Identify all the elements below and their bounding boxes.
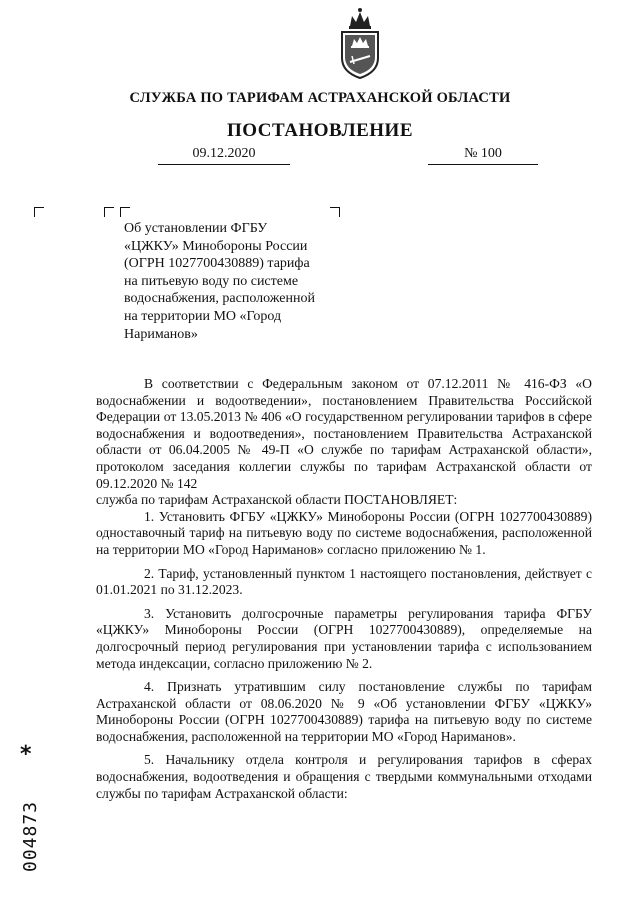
resolves-line: служба по тарифам Астраханской области ПОСТАНОВЛЯЕТ: [96,492,458,508]
preamble-paragraph: В соответствии с Федеральным законом от 07.12.2011 № 416-ФЗ «О водоснабжении и водоотведении», постановлением Правительства Российской Федерации от 13.05.2013 № 406 «О государственном регулировании тарифов в сфере водоснабжения и водоотведения», постановлением Правительства Астраханской области от 06.04.2005 № 49-П «О службе по тарифам Астраханской области», протоколом заседания коллегии службы по тарифам Астраханской области от 09.12.2020 № 142 [96,376,592,491]
document-type: ПОСТАНОВЛЕНИЕ [226,120,414,141]
clause-4: 4. Признать утратившим силу постановление службы по тарифам Астраханской области от 08.06.2020 № 9 «Об установлении ФГБУ «ЦЖКУ» Минобороны России (ОГРН 1027700430889) тарифа на питьевую воду по системе водоснабжения, расположенной на территории МО «Город Нариманов». [96,679,592,744]
coat-of-arms-icon [336,6,384,80]
serial-number: 004873 [20,800,41,872]
document-body [96,376,592,802]
subject-line: водоснабжения, расположенной [124,291,315,307]
clause-5: 5. Начальнику отдела контроля и регулирования тарифов в сферах водоснабжения, водоотведения и обращения с твердыми коммунальными отходами службы по тарифам Астраханской области: [96,752,592,801]
document-subject [124,220,360,343]
corner-mark [120,207,130,217]
clause-1: 1. Установить ФГБУ «ЦЖКУ» Минобороны России (ОГРН 1027700430889) одноставочный тариф на питьевую воду по системе водоснабжения, расположенной на территории МО «Город Нариманов» согласно приложению № 1. [96,508,592,557]
document-date: 09.12.2020 [158,146,290,165]
corner-mark [330,207,340,217]
subject-line: Об установлении ФГБУ [124,221,268,236]
document-number: № 100 [428,146,538,165]
clause-2: 2. Тариф, установленный пунктом 1 настоящего постановления, действует с 01.01.2021 по 31.12.2023. [96,565,592,598]
subject-line: (ОГРН 1027700430889) тарифа [124,256,310,272]
subject-line: Нариманов» [124,326,198,342]
serial-star: * [20,742,32,767]
subject-line: на питьевую воду по системе [124,273,299,289]
agency-name: СЛУЖБА ПО ТАРИФАМ АСТРАХАНСКОЙ ОБЛАСТИ [129,90,511,106]
subject-line: «ЦЖКУ» Минобороны России [124,238,308,254]
corner-mark [104,207,114,217]
subject-line: на территории МО «Город [124,308,282,324]
corner-mark [34,207,44,217]
clause-3: 3. Установить долгосрочные параметры регулирования тарифа ФГБУ «ЦЖКУ» Минобороны России (ОГРН 1027700430889), определяемые на долгосрочный период регулирования при установлении тарифа с использованием метода индексации, согласно приложению № 2. [96,605,592,671]
